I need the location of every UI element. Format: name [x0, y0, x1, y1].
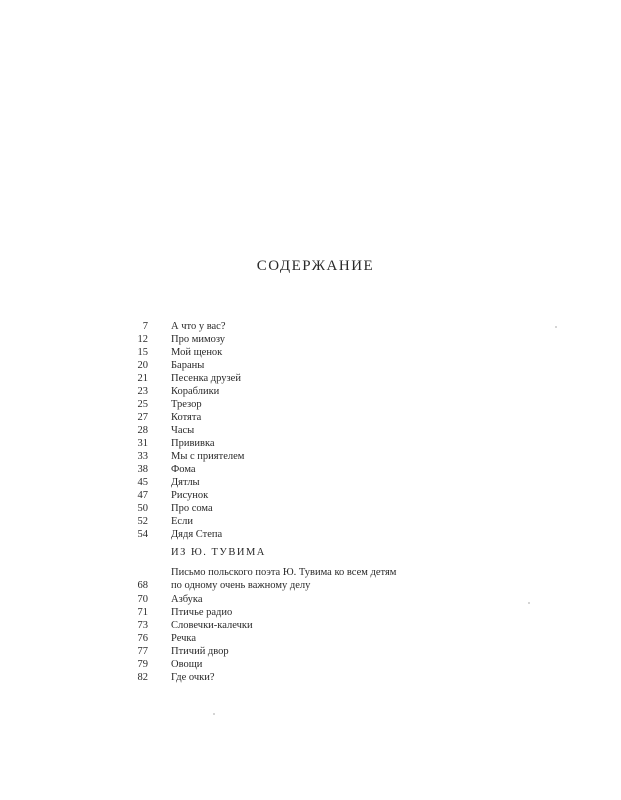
toc-page-number: 79	[137, 659, 148, 670]
toc-entry-title: Бараны	[171, 360, 205, 371]
toc-page-number: 25	[137, 399, 148, 410]
toc-entry-title: Словечки-калечки	[171, 620, 253, 631]
toc-page-number: 12	[137, 334, 148, 345]
toc-entry-title: Фома	[171, 464, 196, 475]
toc-page-number: 27	[137, 412, 148, 423]
toc-page-number: 77	[137, 646, 148, 657]
scan-speck	[528, 602, 530, 604]
toc-entry-title: Рисунок	[171, 490, 209, 501]
toc-page-number: 28	[137, 425, 148, 436]
toc-entry-title: Кораблики	[171, 386, 220, 397]
toc-page-number: 38	[137, 464, 148, 475]
toc-entry-title: Мы с приятелем	[171, 451, 245, 462]
toc-entry-title: Речка	[171, 633, 196, 644]
toc-entry-title: Где очки?	[171, 672, 215, 683]
toc-page-number: 31	[137, 438, 148, 449]
toc-page-number: 20	[137, 360, 148, 371]
toc-page-number: 50	[137, 503, 148, 514]
toc-page-number: 54	[137, 529, 148, 540]
toc-entry-title: Про сома	[171, 503, 213, 514]
toc-entry-title: Прививка	[171, 438, 215, 449]
toc-entry-title: А что у вас?	[171, 321, 226, 332]
toc-entry-title: Овощи	[171, 659, 203, 670]
toc-entry-title: по одному очень важному делу	[171, 580, 311, 591]
toc-entry-title: Песенка друзей	[171, 373, 241, 384]
toc-entry-title: Азбука	[171, 594, 203, 605]
toc-page-number: 73	[137, 620, 148, 631]
toc-entry-title: Часы	[171, 425, 195, 436]
toc-page-number: 68	[137, 580, 148, 591]
toc-entry-title: Птичье радио	[171, 607, 233, 618]
toc-page-number: 70	[137, 594, 148, 605]
toc-page-number: 15	[137, 347, 148, 358]
toc-page-number: 71	[137, 607, 148, 618]
section-heading: ИЗ Ю. ТУВИМА	[171, 547, 266, 558]
toc-page-number: 76	[137, 633, 148, 644]
toc-page-number: 21	[137, 373, 148, 384]
toc-entry-title: Дятлы	[171, 477, 200, 488]
toc-entry-title: Дядя Степа	[171, 529, 223, 540]
toc-page-number: 45	[137, 477, 148, 488]
toc-page-number: 33	[137, 451, 148, 462]
scan-speck	[213, 713, 215, 715]
toc-entry-title: Котята	[171, 412, 202, 423]
toc-entry-title: Письмо польского поэта Ю. Тувима ко всем детям	[171, 567, 397, 578]
toc-page-number: 82	[137, 672, 148, 683]
toc-page-number: 52	[137, 516, 148, 527]
toc-entry-title: Птичий двор	[171, 646, 229, 657]
toc-entry-title: Трезор	[171, 399, 202, 410]
page-title: СОДЕРЖАНИЕ	[256, 258, 375, 274]
toc-page-number: 23	[137, 386, 148, 397]
scan-speck	[555, 326, 557, 328]
toc-page-number: 7	[142, 321, 148, 332]
toc-page-number: 47	[137, 490, 148, 501]
toc-entry-title: Про мимозу	[171, 334, 226, 345]
toc-entry-title: Мой щенок	[171, 347, 223, 358]
toc-entry-title: Если	[171, 516, 193, 527]
